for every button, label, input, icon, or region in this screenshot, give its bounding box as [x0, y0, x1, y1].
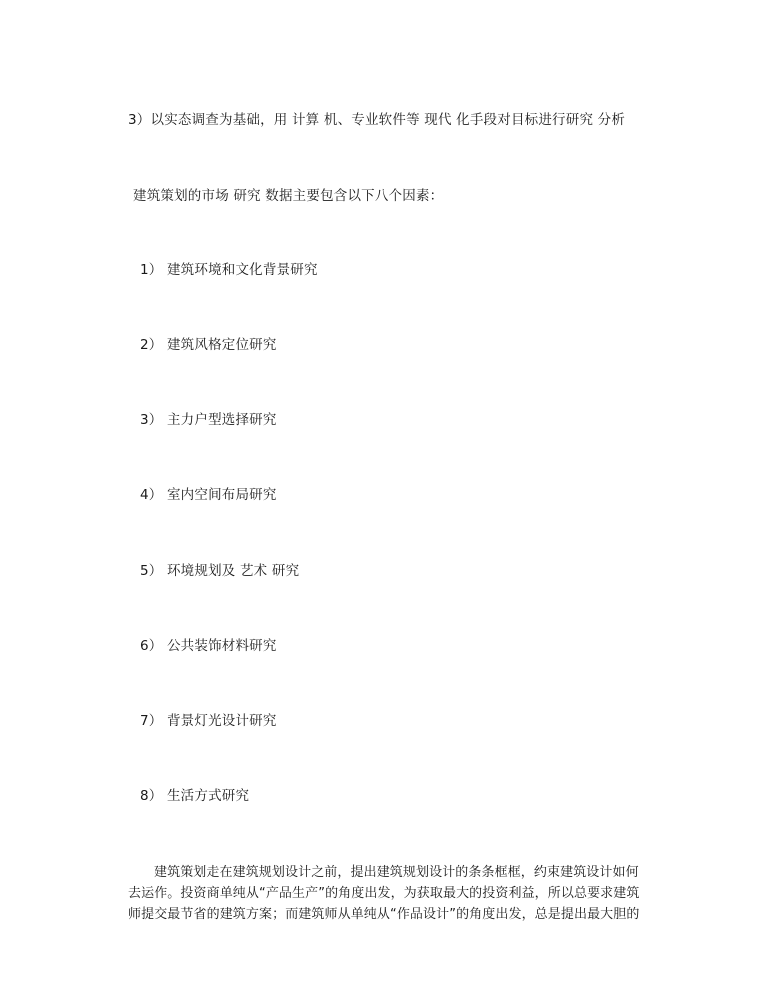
list-item: 2） 建筑风格定位研究	[140, 336, 277, 353]
list-item: 1） 建筑环境和文化背景研究	[140, 261, 318, 278]
list-item: 4） 室内空间布局研究	[140, 487, 277, 504]
intro-paragraph: 3）以实态调查为基础，用 计算 机、专业软件等 现代 化手段对目标进行研究 分析	[128, 112, 626, 128]
list-item: 7） 背景灯光设计研究	[140, 713, 277, 729]
closing-paragraph	[128, 862, 670, 925]
lead-paragraph: 建筑策划的市场 研究 数据主要包含以下八个因素：	[133, 188, 444, 205]
paragraph-line: 去运作。投资商单纯从“产品生产”的角度出发，为获取最大的投资利益，所以总要求建筑	[128, 885, 640, 901]
list-item: 3） 主力户型选择研究	[140, 412, 277, 428]
paragraph-line: 师提交最节省的建筑方案；而建筑师从单纯从“作品设计”的角度出发，总是提出最大胆的	[128, 906, 640, 922]
list-item: 5） 环境规划及 艺术 研究	[140, 562, 300, 579]
paragraph-line: 建筑策划走在建筑规划设计之前，提出建筑规划设计的条条框框，约束建筑设计如何	[154, 864, 639, 880]
list-item: 8） 生活方式研究	[140, 788, 250, 805]
list-item: 6） 公共装饰材料研究	[140, 637, 277, 654]
